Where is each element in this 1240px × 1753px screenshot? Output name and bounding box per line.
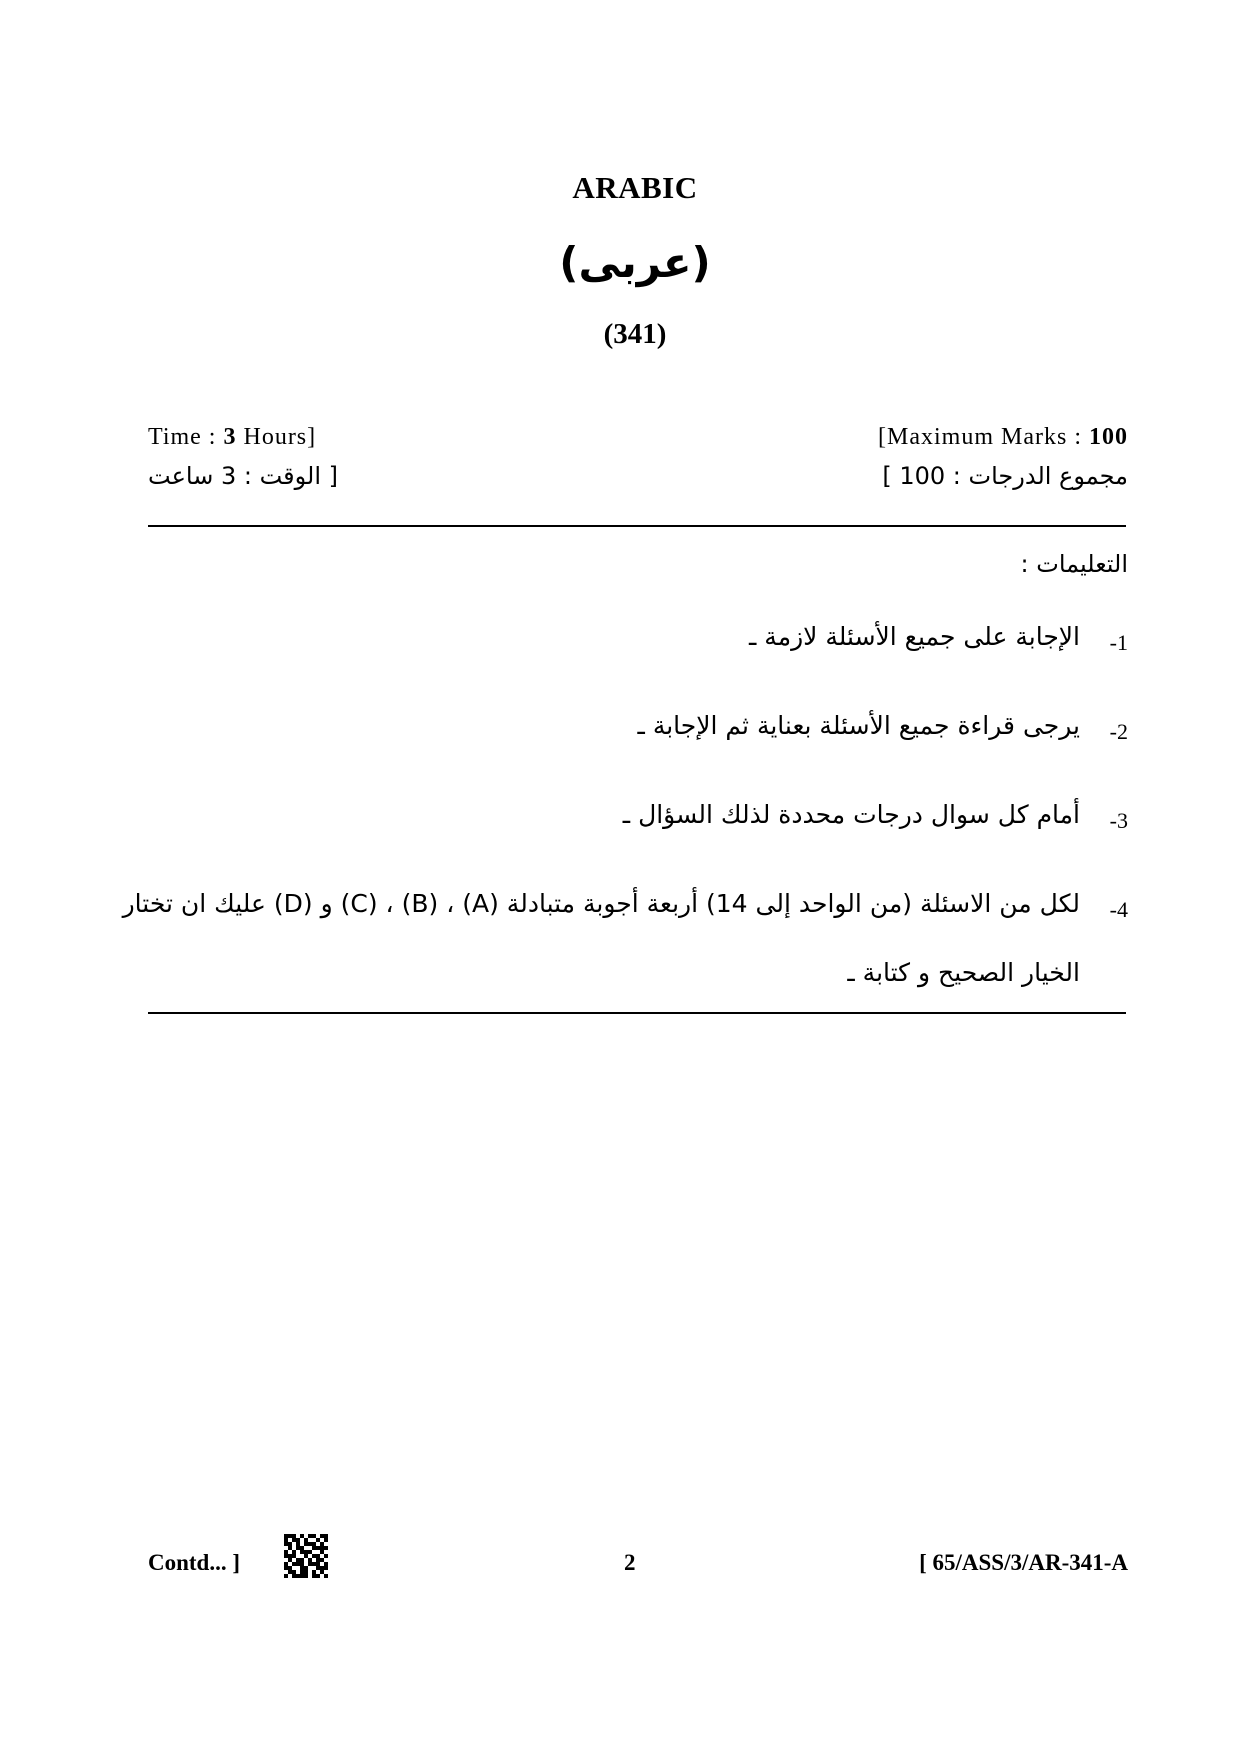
- bottom-divider: [148, 1012, 1126, 1014]
- instruction-item-continuation: الخيار الصحيح و كتابة ـ: [847, 958, 1080, 987]
- instruction-number: -2: [1109, 719, 1128, 744]
- time-suffix: Hours]: [236, 424, 317, 450]
- top-divider: [148, 525, 1126, 527]
- marks-value: 100: [1089, 424, 1128, 450]
- maximum-marks: [878, 424, 1128, 451]
- subject-code: (341): [603, 318, 667, 350]
- instruction-item: الإجابة على جميع الأسئلة لازمة ـ: [749, 622, 1080, 651]
- page-number: 2: [624, 1550, 636, 1575]
- time-value: 3: [223, 424, 237, 450]
- instruction-number: -1: [1109, 630, 1128, 655]
- time-allowed-arabic: [ الوقت : 3 ساعت: [148, 462, 338, 490]
- instructions-heading: التعليمات :: [1020, 550, 1128, 578]
- time-prefix: Time :: [148, 424, 224, 450]
- continued-label: Contd... ]: [148, 1550, 241, 1575]
- instruction-item: أمام كل سوال درجات محددة لذلك السؤال ـ: [622, 800, 1080, 829]
- instruction-number: -4: [1109, 897, 1128, 922]
- instruction-number: -3: [1109, 808, 1128, 833]
- instruction-item: لكل من الاسئلة (من الواحد إلى 14) أربعة أجوبة متبادلة (A) ، (B) ، (C) و (D) عليك ان تختار: [122, 889, 1080, 918]
- instruction-item: يرجى قراءة جميع الأسئلة بعناية ثم الإجابة ـ: [637, 711, 1080, 740]
- paper-code: [ 65/ASS/3/AR-341-A: [919, 1550, 1128, 1575]
- document-title-arabic: (عربى): [559, 238, 711, 287]
- marks-prefix: [Maximum Marks :: [878, 424, 1089, 450]
- maximum-marks-arabic: مجموع الدرجات : 100 ]: [882, 462, 1128, 490]
- qr-code-icon: [284, 1534, 328, 1578]
- time-allowed: [148, 424, 316, 451]
- document-title: ARABIC: [572, 170, 698, 205]
